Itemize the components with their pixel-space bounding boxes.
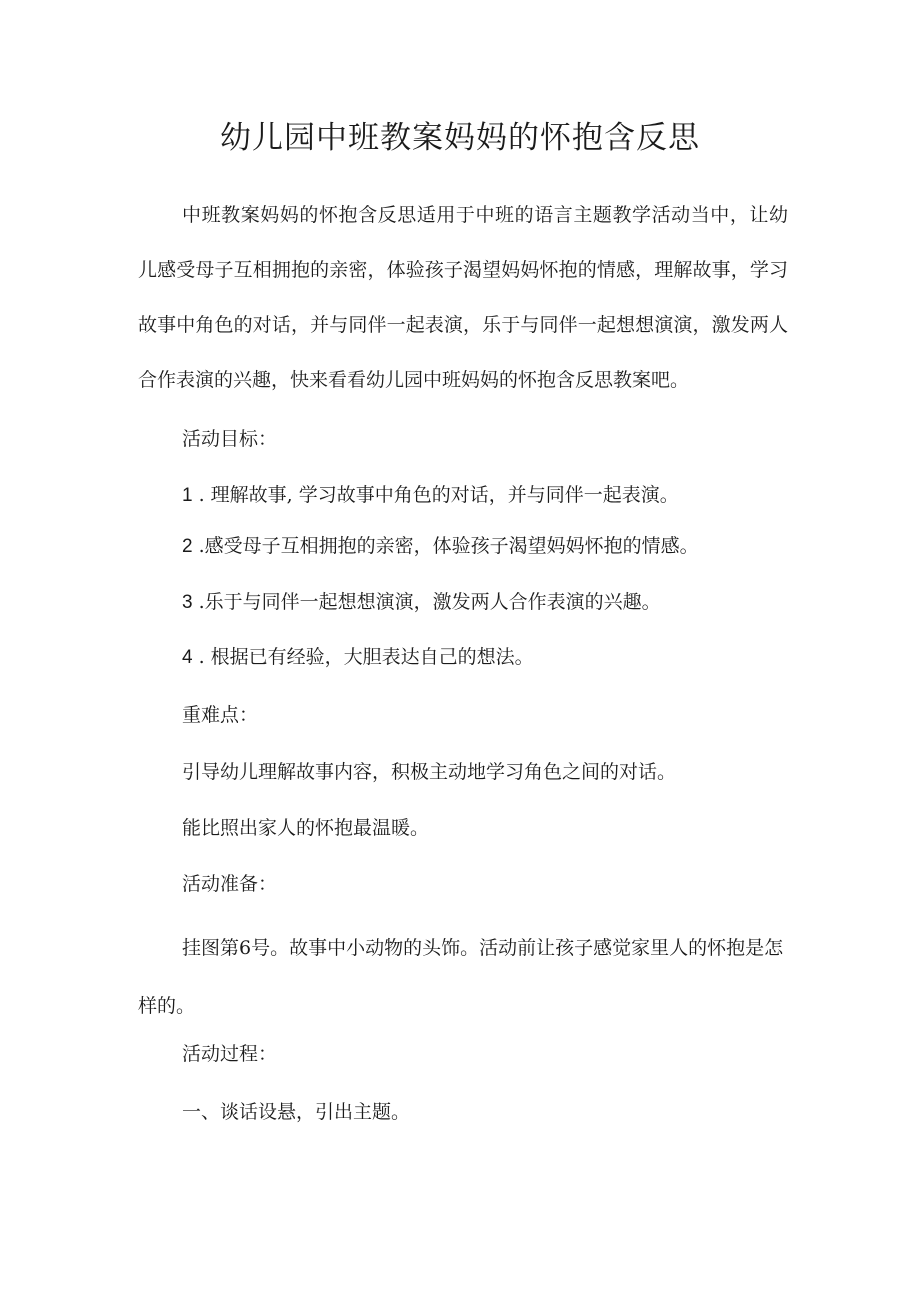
key-point-item: 引导幼儿理解故事内容，积极主动地学习角色之间的对话。 <box>182 761 677 783</box>
objective-number: 3 <box>182 592 193 613</box>
preparation-paragraph: 挂图第6号。故事中小动物的头饰。活动前让孩子感觉家里人的怀抱是怎样的。 <box>138 937 784 1017</box>
objective-item <box>182 531 699 558</box>
objective-text: . 理解故事, 学习故事中角色的对话，并与同伴一起表演。 <box>198 484 679 506</box>
objective-item <box>182 587 661 614</box>
preparation-heading: 活动准备： <box>182 873 278 895</box>
objective-item <box>182 480 679 507</box>
objective-text: .乐于与同伴一起想想演演，激发两人合作表演的兴趣。 <box>198 591 661 613</box>
objective-text: . 根据已有经验，大胆表达自己的想法。 <box>198 646 534 668</box>
objective-number: 1 <box>182 485 193 506</box>
key-points-heading: 重难点： <box>182 704 259 726</box>
process-heading: 活动过程： <box>182 1043 278 1065</box>
document-title: 幼儿园中班教案妈妈的怀抱含反思 <box>220 120 700 156</box>
objectives-heading: 活动目标： <box>182 428 278 450</box>
key-point-item: 能比照出家人的怀抱最温暖。 <box>182 817 430 839</box>
objective-number: 2 <box>182 536 193 557</box>
objective-item <box>182 642 534 669</box>
process-step: 一、谈话设悬，引出主题。 <box>182 1101 411 1123</box>
intro-paragraph: 中班教案妈妈的怀抱含反思适用于中班的语言主题教学活动当中，让幼儿感受母子互相拥抱的亲密，体验孩子渴望妈妈怀抱的情感，理解故事，学习故事中角色的对话，并与同伴一起表演，乐于与同伴一起想想演演，激发两人合作表演的兴趣，快来看看幼儿园中班妈妈的怀抱含反思教案吧。 <box>138 204 788 391</box>
objective-number: 4 <box>182 647 193 668</box>
objective-text: .感受母子互相拥抱的亲密，体验孩子渴望妈妈怀抱的情感。 <box>198 535 699 557</box>
